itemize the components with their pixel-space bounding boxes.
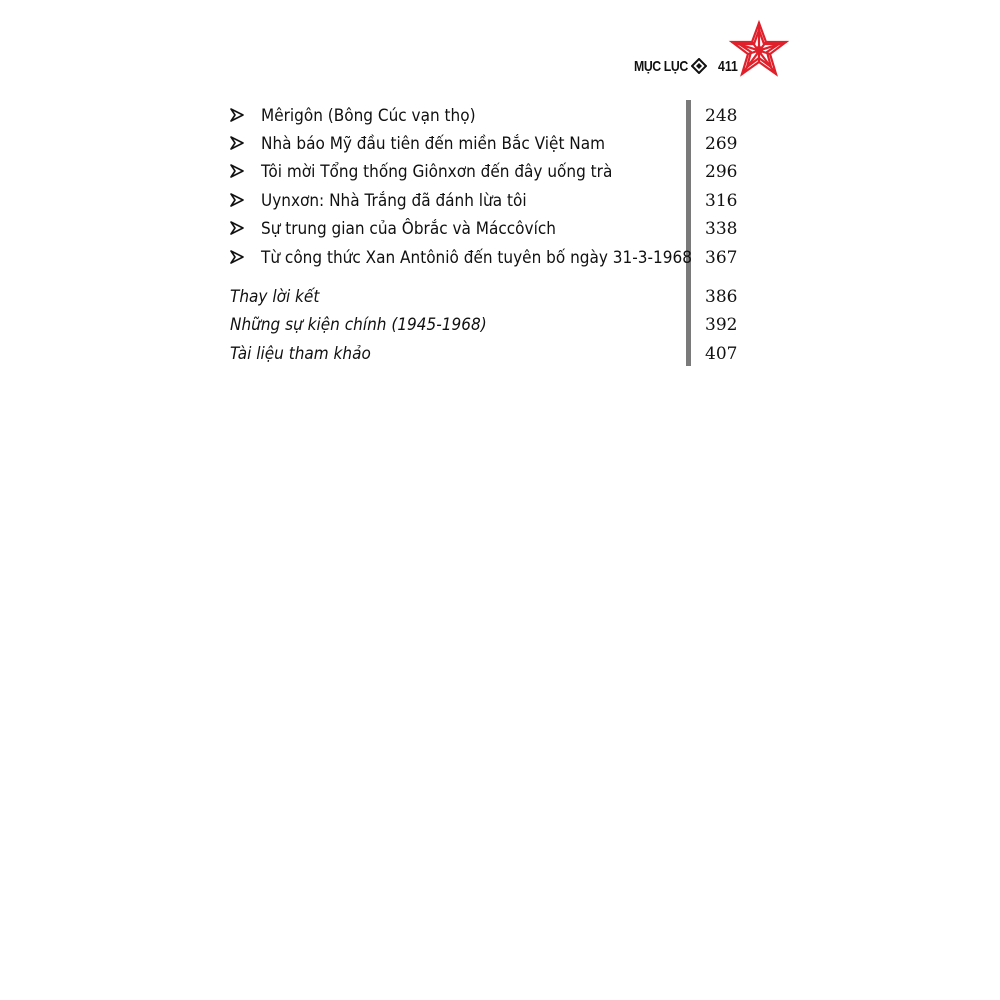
toc-entry-page: 407 [705, 344, 738, 364]
toc-entry-label: Thay lời kết [230, 287, 320, 307]
toc-entry[interactable] [230, 285, 750, 313]
toc-entry[interactable] [230, 342, 750, 370]
toc-entry[interactable] [230, 189, 750, 217]
toc-entry-page: 296 [705, 162, 738, 182]
toc-entry-label: Những sự kiện chính (1945-1968) [230, 315, 487, 335]
page-number: 411 [718, 58, 738, 75]
arrow-bullet-icon [230, 134, 244, 152]
arrow-bullet-icon [230, 219, 244, 237]
diamond-ornament-icon [691, 58, 707, 74]
toc-entry-page: 248 [705, 106, 738, 126]
toc-entry[interactable] [230, 132, 750, 160]
arrow-bullet-icon [230, 106, 244, 124]
arrow-bullet-icon [230, 248, 244, 266]
toc-entry-page: 316 [705, 191, 738, 211]
section-title: MỤC LỤC [634, 58, 688, 75]
toc-entry-label: Tôi mời Tổng thống Giônxơn đến đây uống trà [261, 162, 613, 182]
toc-entry-page: 338 [705, 219, 738, 239]
star-emblem-icon [728, 20, 790, 82]
toc-entry[interactable] [230, 104, 750, 132]
toc-entry[interactable] [230, 217, 750, 245]
toc-entry-page: 269 [705, 134, 738, 154]
toc-entry-label: Từ công thức Xan Antôniô đến tuyên bố ngày 31-3-1968 [261, 248, 692, 268]
toc-entry-label: Sự trung gian của Ôbrắc và Máccôvích [261, 219, 556, 239]
toc-entry-page: 367 [705, 248, 738, 268]
arrow-bullet-icon [230, 162, 244, 180]
toc-entry-label: Mêrigôn (Bông Cúc vạn thọ) [261, 106, 476, 126]
toc-entry-label: Nhà báo Mỹ đầu tiên đến miền Bắc Việt Nam [261, 134, 606, 154]
toc-entry-page: 392 [705, 315, 738, 335]
toc-entry[interactable] [230, 313, 750, 341]
toc-entry-label: Uynxơn: Nhà Trắng đã đánh lừa tôi [261, 191, 527, 211]
arrow-bullet-icon [230, 191, 244, 209]
toc-entry[interactable] [230, 246, 750, 274]
toc-entry[interactable] [230, 160, 750, 188]
toc-entry-page: 386 [705, 287, 738, 307]
toc-entry-label: Tài liệu tham khảo [230, 344, 371, 364]
